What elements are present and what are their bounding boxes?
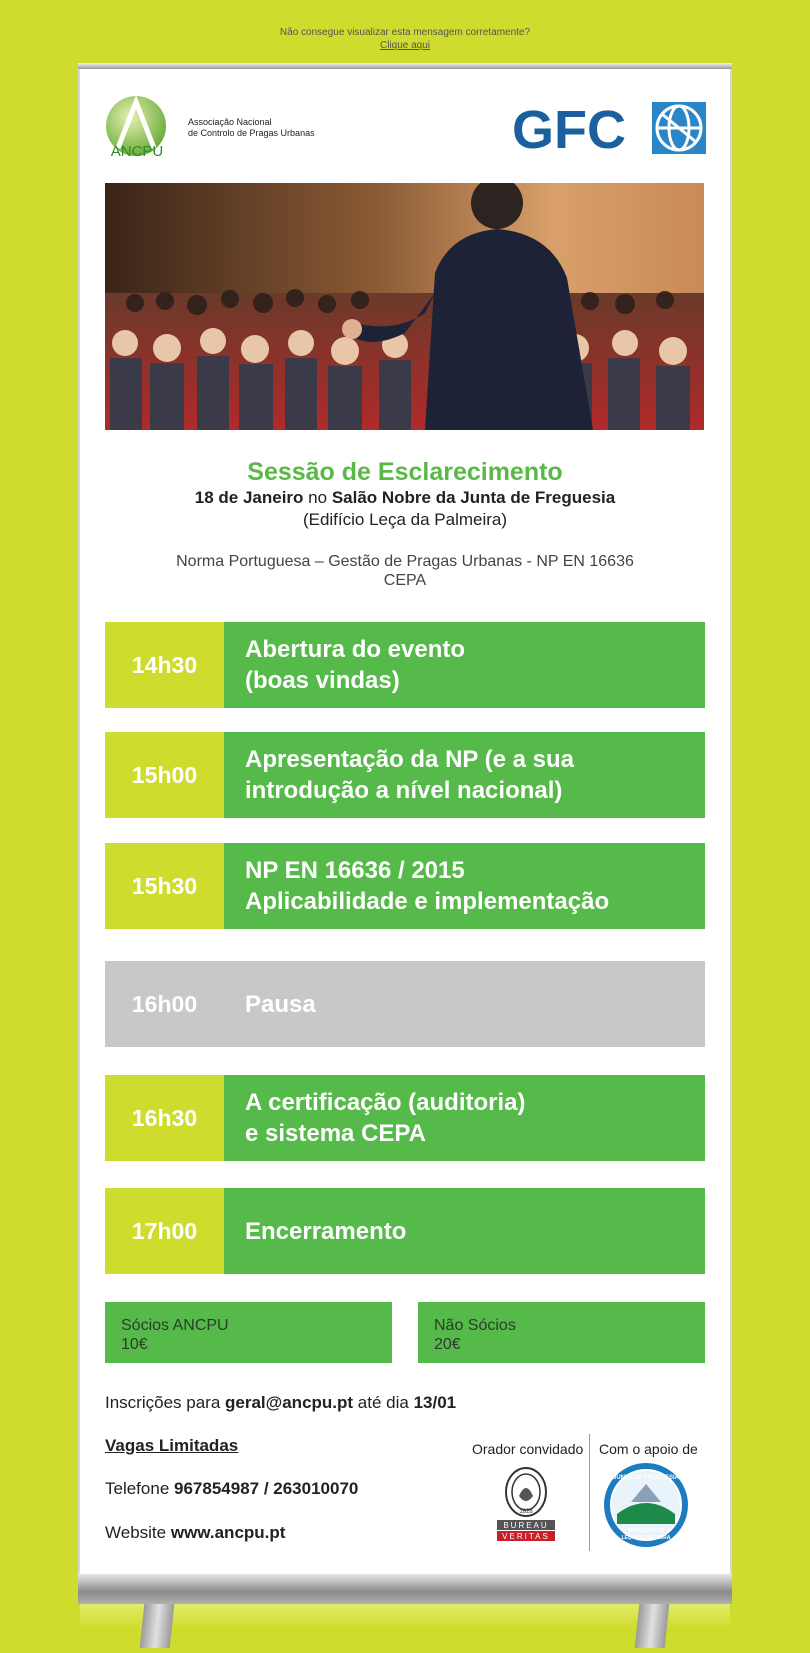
schedule-line1: A certificação (auditoria)	[245, 1089, 526, 1116]
ancpu-full-name	[188, 117, 315, 139]
schedule-line1: Encerramento	[245, 1217, 407, 1245]
schedule-time: 15h00	[105, 732, 224, 818]
norma-line1: Norma Portuguesa – Gestão de Pragas Urbanas - NP EN 16636	[176, 553, 634, 570]
globe-icon	[652, 102, 706, 154]
banner-edge-right	[730, 69, 732, 1574]
schedule-row-break	[105, 961, 705, 1047]
ancpu-name-line1: Associação Nacional	[188, 117, 272, 127]
registration-prefix: Inscrições para	[105, 1393, 221, 1412]
schedule-description	[224, 1188, 705, 1274]
phone-numbers[interactable]: 967854987 / 263010070	[174, 1479, 359, 1498]
partners-divider	[589, 1434, 590, 1551]
bv-line2: VERITAS	[502, 1532, 550, 1541]
support-label: Com o apoio de	[599, 1441, 698, 1457]
jf-top-text: JUNTA DE FREGUESIA	[612, 1475, 680, 1481]
schedule-line2: Aplicabilidade e implementação	[245, 888, 610, 915]
view-online-notice	[0, 26, 810, 52]
price-label: Sócios ANCPU	[121, 1317, 229, 1334]
schedule-time: 16h00	[105, 961, 224, 1047]
schedule-description	[224, 843, 705, 929]
guest-speaker-label: Orador convidado	[472, 1441, 584, 1457]
view-online-text: Não consegue visualizar esta mensagem corretamente?	[279, 27, 531, 38]
jf-bottom-text-2: LEÇA DA PALMEIRA	[621, 1535, 671, 1541]
schedule-line2: introdução a nível nacional)	[245, 777, 563, 804]
event-connector: no	[308, 488, 328, 507]
junta-freguesia-logo	[603, 1462, 689, 1548]
schedule-description	[224, 622, 705, 708]
price-value: 20€	[434, 1336, 461, 1353]
gfc-logo	[512, 100, 708, 156]
website-label: Website	[105, 1523, 167, 1542]
stand-foot-left	[140, 1604, 175, 1648]
schedule-line2: (boas vindas)	[245, 667, 400, 694]
registration-info	[105, 1393, 456, 1413]
phone-info	[105, 1479, 358, 1499]
stand-foot-right	[635, 1604, 670, 1648]
ancpu-logo-text: ANCPU	[110, 143, 164, 160]
event-building: (Edifício Leça da Palmeira)	[302, 510, 508, 529]
schedule-time: 14h30	[105, 622, 224, 708]
bureau-veritas-logo	[495, 1466, 557, 1544]
banner-stand-glow	[80, 1604, 730, 1628]
bv-line1: BUREAU	[503, 1521, 549, 1530]
audience-illustration	[105, 183, 704, 430]
schedule-line1: Pausa	[245, 990, 316, 1018]
schedule-line1: Apresentação da NP (e a sua	[245, 746, 575, 773]
website-info	[105, 1523, 285, 1543]
norma-line2: CEPA	[383, 572, 427, 589]
schedule-row	[105, 732, 705, 818]
schedule-line1: NP EN 16636 / 2015	[245, 857, 465, 884]
schedule-row	[105, 843, 705, 929]
event-norma	[80, 552, 730, 590]
schedule-description	[224, 1075, 705, 1161]
phone-label: Telefone	[105, 1479, 170, 1498]
view-online-link[interactable]: Clique aqui	[379, 40, 431, 51]
banner-stand-base	[78, 1574, 732, 1604]
schedule-description	[224, 732, 705, 818]
ancpu-logo	[104, 96, 172, 162]
registration-deadline: 13/01	[413, 1393, 457, 1412]
schedule-line1: Abertura do evento	[245, 636, 466, 663]
schedule-line2: e sistema CEPA	[245, 1120, 426, 1147]
schedule-row	[105, 1188, 705, 1274]
schedule-time: 16h30	[105, 1075, 224, 1161]
event-title: Sessão de Esclarecimento	[247, 458, 563, 486]
price-box-non-members	[418, 1302, 705, 1363]
jf-bottom-text-1: MATOSINHOS	[627, 1528, 665, 1534]
schedule-row	[105, 622, 705, 708]
event-venue: Salão Nobre da Junta de Freguesia	[331, 488, 616, 507]
event-date: 18 de Janeiro	[194, 488, 304, 507]
bv-year: 1828	[519, 1509, 533, 1515]
price-label: Não Sócios	[434, 1317, 516, 1334]
price-value: 10€	[121, 1336, 148, 1353]
event-date-venue	[80, 488, 730, 508]
price-box-members	[105, 1302, 392, 1363]
schedule-description	[224, 961, 705, 1047]
schedule-time: 15h30	[105, 843, 224, 929]
website-link[interactable]: www.ancpu.pt	[170, 1523, 286, 1542]
schedule-time: 17h00	[105, 1188, 224, 1274]
limited-seats: Vagas Limitadas	[105, 1436, 239, 1455]
schedule-row	[105, 1075, 705, 1161]
gfc-logo-text: GFC	[512, 100, 626, 156]
conference-photo	[105, 183, 704, 430]
registration-email[interactable]: geral@ancpu.pt	[225, 1393, 354, 1412]
ancpu-name-line2: de Controlo de Pragas Urbanas	[188, 128, 315, 138]
registration-until: até dia	[357, 1393, 409, 1412]
